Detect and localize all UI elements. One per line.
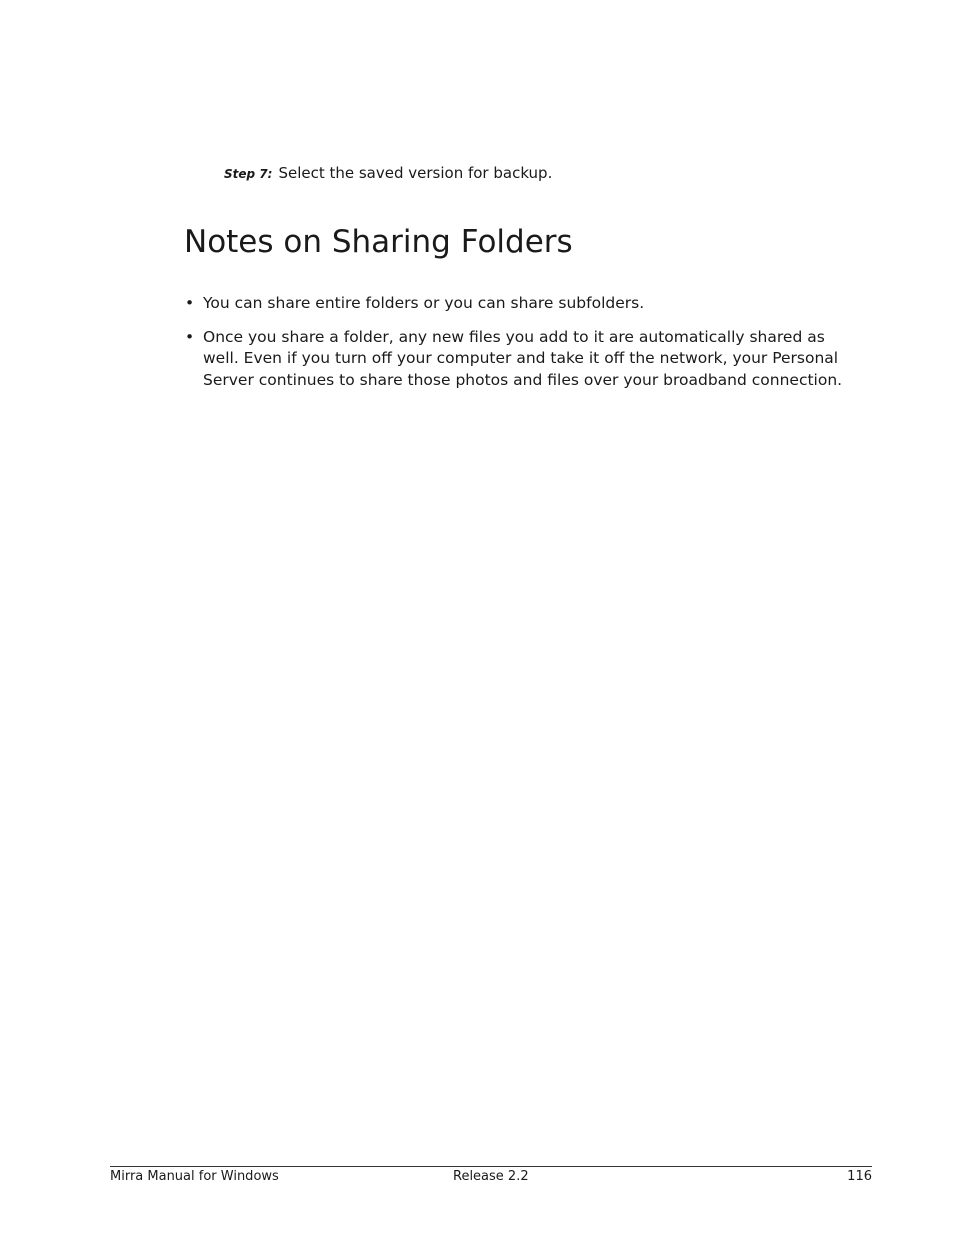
list-item-text: You can share entire folders or you can share subfolders. xyxy=(203,294,645,312)
step-7 xyxy=(224,163,552,184)
footer-divider xyxy=(110,1166,872,1167)
list-item xyxy=(184,327,844,392)
footer-manual-title: Mirra Manual for Windows xyxy=(110,1169,279,1184)
bullet-icon: • xyxy=(185,294,195,312)
list-item xyxy=(184,293,844,315)
list-item-text: Once you share a folder, any new files you add to it are automatically shared as well. Even if you turn off your computer and take it off the network, your Personal Server continues to share those photos and files over your broadband connection. xyxy=(203,327,843,389)
footer-page-number: 116 xyxy=(847,1169,872,1184)
notes-list xyxy=(184,293,844,403)
section-heading: Notes on Sharing Folders xyxy=(184,224,573,260)
step-text: Select the saved version for backup. xyxy=(278,164,553,182)
bullet-icon: • xyxy=(185,327,195,346)
footer-release: Release 2.2 xyxy=(453,1169,529,1184)
step-label: Step 7: xyxy=(224,167,273,181)
